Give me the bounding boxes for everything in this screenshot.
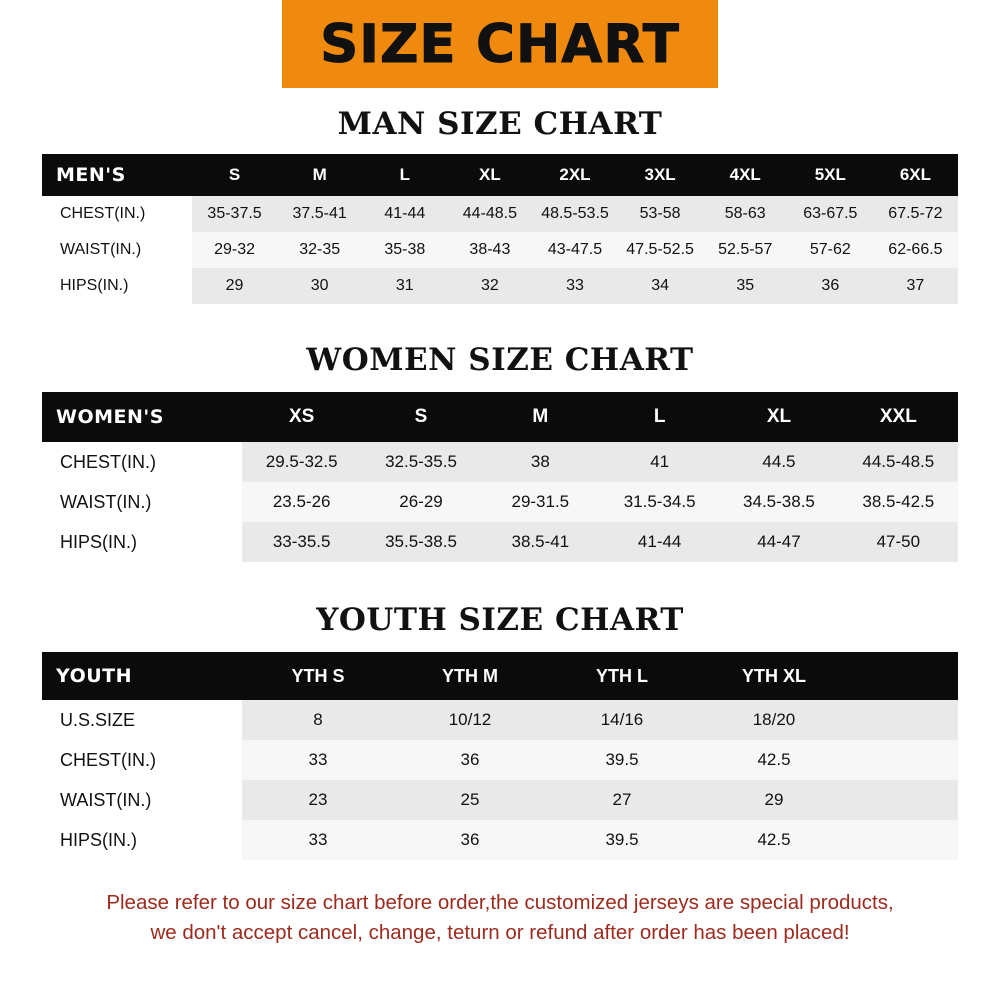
header-banner (0, 0, 1000, 88)
men-cell: 32-35 (277, 232, 362, 268)
men-cell: 53-58 (618, 196, 703, 232)
women-row-label: CHEST(IN.) (60, 451, 156, 472)
women-cell: 34.5-38.5 (719, 482, 838, 522)
men-row-header-label: MEN'S (42, 154, 192, 196)
men-cell: 29-32 (192, 232, 277, 268)
men-col-header: 6XL (873, 154, 958, 196)
women-cell: 29-31.5 (481, 482, 600, 522)
women-section-title: WOMEN SIZE CHART (306, 342, 694, 378)
men-cell: 37 (873, 268, 958, 304)
youth-cell: 33 (242, 820, 394, 860)
table-row (42, 482, 958, 522)
youth-cell: 23 (242, 780, 394, 820)
men-col-header: M (277, 154, 362, 196)
women-col-header: L (600, 392, 719, 442)
men-col-header: L (362, 154, 447, 196)
table-row (42, 196, 958, 232)
men-cell: 47.5-52.5 (618, 232, 703, 268)
women-col-header: XXL (839, 392, 958, 442)
table-row (42, 232, 958, 268)
women-cell: 23.5-26 (242, 482, 361, 522)
men-col-header: 2XL (532, 154, 617, 196)
youth-table-header-row (42, 652, 958, 700)
women-cell: 44.5 (719, 442, 838, 482)
women-cell: 41-44 (600, 522, 719, 562)
youth-cell: 18/20 (698, 700, 850, 740)
youth-cell-blank (850, 780, 958, 820)
youth-cell: 25 (394, 780, 546, 820)
men-col-header: 4XL (703, 154, 788, 196)
table-row (42, 780, 958, 820)
footer-note-line-2: we don't accept cancel, change, teturn or refund after order has been placed! (150, 920, 850, 944)
women-row-label: HIPS(IN.) (60, 531, 138, 552)
women-cell: 26-29 (361, 482, 480, 522)
youth-section-title: YOUTH SIZE CHART (316, 602, 684, 638)
women-row-label: WAIST(IN.) (60, 491, 152, 512)
women-row-header-label: WOMEN'S (42, 392, 242, 442)
women-cell: 44.5-48.5 (839, 442, 958, 482)
women-cell: 31.5-34.5 (600, 482, 719, 522)
youth-cell: 27 (546, 780, 698, 820)
youth-cell: 33 (242, 740, 394, 780)
men-size-table (42, 154, 958, 304)
men-cell: 67.5-72 (873, 196, 958, 232)
men-cell: 32 (447, 268, 532, 304)
youth-row-header-label: YOUTH (42, 652, 242, 700)
men-row-label: WAIST(IN.) (60, 241, 142, 258)
youth-cell: 42.5 (698, 740, 850, 780)
women-size-table (42, 392, 958, 562)
men-cell: 41-44 (362, 196, 447, 232)
women-col-header: XS (242, 392, 361, 442)
women-cell: 38 (481, 442, 600, 482)
youth-table-wrap (0, 652, 1000, 860)
men-table-wrap (0, 154, 1000, 304)
men-col-header: 3XL (618, 154, 703, 196)
women-cell: 44-47 (719, 522, 838, 562)
footer-note (0, 878, 1000, 947)
men-table-header-row (42, 154, 958, 196)
men-cell: 35-37.5 (192, 196, 277, 232)
table-row (42, 268, 958, 304)
men-col-header: S (192, 154, 277, 196)
men-cell: 34 (618, 268, 703, 304)
men-cell: 37.5-41 (277, 196, 362, 232)
women-col-header: M (481, 392, 600, 442)
men-cell: 52.5-57 (703, 232, 788, 268)
women-cell: 33-35.5 (242, 522, 361, 562)
table-row (42, 820, 958, 860)
men-cell: 43-47.5 (532, 232, 617, 268)
table-row (42, 740, 958, 780)
table-row (42, 522, 958, 562)
women-cell: 35.5-38.5 (361, 522, 480, 562)
page-title: SIZE CHART (320, 13, 680, 75)
women-cell: 47-50 (839, 522, 958, 562)
youth-cell-blank (850, 820, 958, 860)
women-table-wrap (0, 392, 1000, 562)
women-cell: 32.5-35.5 (361, 442, 480, 482)
men-cell: 62-66.5 (873, 232, 958, 268)
table-row (42, 700, 958, 740)
men-cell: 31 (362, 268, 447, 304)
youth-cell: 36 (394, 820, 546, 860)
men-cell: 44-48.5 (447, 196, 532, 232)
men-col-header: XL (447, 154, 532, 196)
men-row-label: HIPS(IN.) (60, 277, 129, 294)
youth-col-header: YTH S (242, 652, 394, 700)
men-cell: 30 (277, 268, 362, 304)
men-cell: 35 (703, 268, 788, 304)
youth-cell: 36 (394, 740, 546, 780)
men-cell: 58-63 (703, 196, 788, 232)
women-cell: 38.5-41 (481, 522, 600, 562)
youth-cell: 39.5 (546, 740, 698, 780)
youth-cell-blank (850, 700, 958, 740)
youth-row-label: HIPS(IN.) (60, 829, 138, 850)
men-cell: 33 (532, 268, 617, 304)
youth-col-header-blank (850, 652, 958, 700)
women-table-header-row (42, 392, 958, 442)
youth-cell: 29 (698, 780, 850, 820)
youth-col-header: YTH XL (698, 652, 850, 700)
women-cell: 41 (600, 442, 719, 482)
men-row-label: CHEST(IN.) (60, 205, 146, 222)
men-section-title: MAN SIZE CHART (337, 106, 663, 142)
youth-cell: 14/16 (546, 700, 698, 740)
youth-row-label: U.S.SIZE (60, 709, 136, 730)
youth-cell: 8 (242, 700, 394, 740)
men-cell: 38-43 (447, 232, 532, 268)
men-cell: 36 (788, 268, 873, 304)
youth-cell: 42.5 (698, 820, 850, 860)
youth-row-label: WAIST(IN.) (60, 789, 152, 810)
youth-cell: 10/12 (394, 700, 546, 740)
youth-col-header: YTH M (394, 652, 546, 700)
men-cell: 29 (192, 268, 277, 304)
men-cell: 48.5-53.5 (532, 196, 617, 232)
youth-col-header: YTH L (546, 652, 698, 700)
table-row (42, 442, 958, 482)
men-cell: 63-67.5 (788, 196, 873, 232)
youth-size-table (42, 652, 958, 860)
women-col-header: S (361, 392, 480, 442)
men-col-header: 5XL (788, 154, 873, 196)
women-cell: 29.5-32.5 (242, 442, 361, 482)
women-col-header: XL (719, 392, 838, 442)
men-cell: 57-62 (788, 232, 873, 268)
youth-cell: 39.5 (546, 820, 698, 860)
footer-note-line-1: Please refer to our size chart before order,the customized jerseys are special products, (106, 891, 894, 914)
men-cell: 35-38 (362, 232, 447, 268)
youth-row-label: CHEST(IN.) (60, 749, 156, 770)
youth-cell-blank (850, 740, 958, 780)
women-cell: 38.5-42.5 (839, 482, 958, 522)
